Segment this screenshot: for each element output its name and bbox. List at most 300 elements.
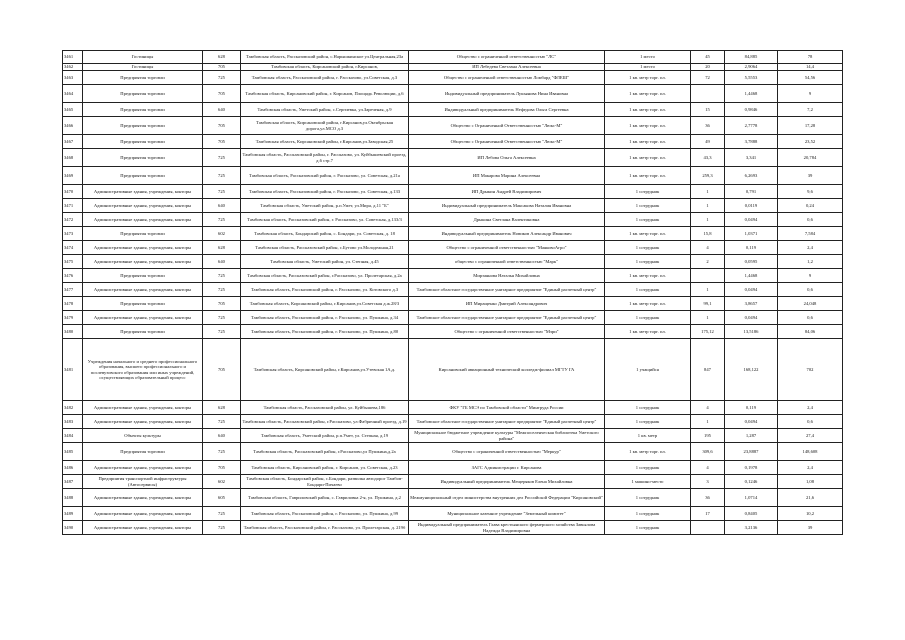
organization-cell: ЗАГС Администрации г. Кирсанова xyxy=(409,461,605,475)
object-type-cell: Предприятия торговли xyxy=(83,443,203,461)
row-number-cell: 3485 xyxy=(63,443,83,461)
value-2-cell: 0,6 xyxy=(778,415,843,429)
territory-code-cell: 725 xyxy=(203,71,241,85)
organization-cell: Общество с Ограниченной Ответственностью "Люкс-М" xyxy=(409,135,605,149)
unit-cell: 1 кв. метр торг. пл. xyxy=(605,269,691,283)
territory-code-cell: 705 xyxy=(203,461,241,475)
table-row xyxy=(63,149,843,167)
quantity-cell: 15 xyxy=(691,103,725,117)
unit-cell: 1 сотрудник xyxy=(605,241,691,255)
table-row xyxy=(63,227,843,241)
organization-cell: Индивидуальный предприниматель Мещеряков Елена Михайловна xyxy=(409,475,605,489)
table-row xyxy=(63,71,843,85)
quantity-cell: 36 xyxy=(691,117,725,135)
table-row xyxy=(63,185,843,199)
territory-code-cell: 640 xyxy=(203,199,241,213)
organization-cell: Общество с ограниченной ответственностью "Меркур" xyxy=(409,443,605,461)
address-cell: Тамбовская область, Гавриловский район, с. Гавриловка 2-я, ул. Пушкина, д.2 xyxy=(241,489,409,507)
organization-cell: Общество с ограниченной ответственностью "ЛС" xyxy=(409,51,605,64)
organization-cell: Муниципальное казенное учреждение "Земельный комитет" xyxy=(409,507,605,521)
row-number-cell: 3486 xyxy=(63,461,83,475)
territory-code-cell: 705 xyxy=(203,135,241,149)
value-1-cell: 23,8887 xyxy=(725,443,778,461)
value-2-cell: 54,56 xyxy=(778,71,843,85)
value-1-cell: 13,5186 xyxy=(725,325,778,339)
territory-code-cell: 705 xyxy=(203,64,241,71)
value-2-cell: 39 xyxy=(778,521,843,535)
row-number-cell: 3476 xyxy=(63,269,83,283)
value-2-cell: 23,52 xyxy=(778,135,843,149)
value-2-cell: 148,608 xyxy=(778,443,843,461)
document-sheet xyxy=(62,50,842,535)
value-2-cell: 0,24 xyxy=(778,199,843,213)
row-number-cell: 3477 xyxy=(63,283,83,297)
quantity-cell: 4 xyxy=(691,461,725,475)
table-row xyxy=(63,443,843,461)
value-1-cell: 0,0595 xyxy=(725,255,778,269)
address-cell: Тамбовская область, Кирсановский район, г.Кирсанов,ул.Утевская 1А,д. xyxy=(241,339,409,401)
organization-cell: Индивидуальный предприниматель Лукьянова Нина Ивановна xyxy=(409,85,605,103)
value-1-cell: 0,0494 xyxy=(725,283,778,297)
row-number-cell: 3463 xyxy=(63,71,83,85)
row-number-cell: 3467 xyxy=(63,135,83,149)
object-type-cell: Гостиницы xyxy=(83,51,203,64)
territory-code-cell: 705 xyxy=(203,339,241,401)
organization-cell: Тамбовское областное государственное унитарное предприятие "Единый расчетный центр" xyxy=(409,311,605,325)
unit-cell: 1 кв. метр торг. пл. xyxy=(605,149,691,167)
value-2-cell: 1,08 xyxy=(778,475,843,489)
row-number-cell: 3464 xyxy=(63,85,83,103)
address-cell: Тамбовская область, Уметский район, с.Сергиевка, ул.Зареченая, д.9 xyxy=(241,103,409,117)
table-row xyxy=(63,135,843,149)
territory-code-cell: 640 xyxy=(203,103,241,117)
value-1-cell: 0,119 xyxy=(725,401,778,415)
unit-cell: 1 машино-место xyxy=(605,475,691,489)
row-number-cell: 3484 xyxy=(63,429,83,443)
quantity-cell xyxy=(691,85,725,103)
row-number-cell: 3468 xyxy=(63,149,83,167)
value-1-cell: 0,119 xyxy=(725,241,778,255)
row-number-cell: 3473 xyxy=(63,227,83,241)
table-row xyxy=(63,297,843,311)
quantity-cell: 259,3 xyxy=(691,167,725,185)
organization-cell: Межмуниципальный отдел министерства внутренних дел Российской Федерации "Кирсановский" xyxy=(409,489,605,507)
unit-cell: 1 кв. метр торг. пл. xyxy=(605,135,691,149)
address-cell: Тамбовская область, Бондарский район, с. Бондари, ул. Советская, д. 18 xyxy=(241,227,409,241)
unit-cell: 1 сотрудник xyxy=(605,199,691,213)
row-number-cell: 3478 xyxy=(63,297,83,311)
table-row xyxy=(63,103,843,117)
territory-code-cell: 602 xyxy=(203,227,241,241)
table-row xyxy=(63,64,843,71)
organization-cell: Муниципальное бюджетное учреждение культуры "Межпоселенческая библиотека Уметского района" xyxy=(409,429,605,443)
territory-code-cell: 628 xyxy=(203,241,241,255)
value-1-cell: 3,7888 xyxy=(725,135,778,149)
quantity-cell: 1 xyxy=(691,185,725,199)
object-type-cell: Административные здания, учреждения, конторы xyxy=(83,255,203,269)
object-type-cell: Предприятия торговли xyxy=(83,71,203,85)
quantity-cell xyxy=(691,269,725,283)
unit-cell: 1 кв. метр торг. пл. xyxy=(605,325,691,339)
value-2-cell: 2,4 xyxy=(778,241,843,255)
row-number-cell: 3462 xyxy=(63,64,83,71)
table-row xyxy=(63,429,843,443)
value-1-cell: 0,1246 xyxy=(725,475,778,489)
value-1-cell: 1,287 xyxy=(725,429,778,443)
unit-cell: 1 место xyxy=(605,64,691,71)
object-type-cell: Предприятия торговли xyxy=(83,269,203,283)
value-1-cell: 3,2136 xyxy=(725,521,778,535)
organization-cell: Общество с ограниченной ответственностью Ломбард "ФЛЕШ" xyxy=(409,71,605,85)
quantity-cell: 72 xyxy=(691,71,725,85)
row-number-cell: 3471 xyxy=(63,199,83,213)
organization-cell: ИП Лебова Ольга Алексеевна xyxy=(409,149,605,167)
organization-cell: Общество с ограниченной ответственностью "Мэри" xyxy=(409,325,605,339)
address-cell: Тамбовская область, Рассказовский район, г. Рассказово, ул. Котовского д.3 xyxy=(241,283,409,297)
value-1-cell: 3,341 xyxy=(725,149,778,167)
unit-cell: 1 кв. метр торг. пл. xyxy=(605,103,691,117)
object-type-cell: Предприятия торговли xyxy=(83,85,203,103)
value-1-cell: 0,0119 xyxy=(725,199,778,213)
row-number-cell: 3480 xyxy=(63,325,83,339)
territory-code-cell: 605 xyxy=(203,489,241,507)
value-2-cell: 9,6 xyxy=(778,185,843,199)
organization-cell: общество с ограниченной ответственностью "Марк" xyxy=(409,255,605,269)
object-type-cell: Предприятия торговли xyxy=(83,149,203,167)
value-1-cell: 3,8657 xyxy=(725,297,778,311)
organization-cell: Общество с ограниченной ответственностью "МаяковоАгро" xyxy=(409,241,605,255)
table-row xyxy=(63,401,843,415)
quantity-cell: 15,8 xyxy=(691,227,725,241)
value-1-cell: 1,4468 xyxy=(725,269,778,283)
unit-cell: 1 сотрудник xyxy=(605,401,691,415)
quantity-cell: 36 xyxy=(691,489,725,507)
quantity-cell: 1 xyxy=(691,213,725,227)
row-number-cell: 3483 xyxy=(63,415,83,429)
object-type-cell: Административные здания, учреждения, конторы xyxy=(83,311,203,325)
table-row xyxy=(63,489,843,507)
territory-code-cell: 725 xyxy=(203,167,241,185)
value-2-cell: 7,584 xyxy=(778,227,843,241)
value-1-cell: 0,8405 xyxy=(725,507,778,521)
unit-cell: 1 кв. метр торг. пл. xyxy=(605,85,691,103)
object-type-cell: Предприятия торговли xyxy=(83,167,203,185)
quantity-cell: 20 xyxy=(691,64,725,71)
address-cell: Тамбовская область, Рассказовский район, г. Рассказово, ул. Пушкина, д.34 xyxy=(241,311,409,325)
table-row xyxy=(63,461,843,475)
territory-code-cell: 725 xyxy=(203,283,241,297)
value-2-cell: 0,6 xyxy=(778,213,843,227)
value-2-cell: 2,4 xyxy=(778,401,843,415)
value-2-cell: 0,6 xyxy=(778,311,843,325)
quantity-cell: 4 xyxy=(691,401,725,415)
quantity-cell: 45 xyxy=(691,51,725,64)
table-row xyxy=(63,283,843,297)
unit-cell: 1 сотрудник xyxy=(605,415,691,429)
object-type-cell: Предприятия торговли xyxy=(83,325,203,339)
unit-cell: 1 кв. метр торг. пл. xyxy=(605,297,691,311)
value-2-cell: 9 xyxy=(778,85,843,103)
value-2-cell: 9 xyxy=(778,269,843,283)
territory-code-cell: 602 xyxy=(203,475,241,489)
address-cell: Тамбовская область, Рассказовский район, с.Бутово ул.Молодежная,21 xyxy=(241,241,409,255)
territory-code-cell: 725 xyxy=(203,521,241,535)
object-type-cell: Административные здания, учреждения, конторы xyxy=(83,489,203,507)
unit-cell: 1 сотрудник xyxy=(605,507,691,521)
object-type-cell: Административные здания, учреждения, конторы xyxy=(83,213,203,227)
address-cell: Тамбовская область, Рассказовский район, г. Рассказово, ул. Пролетарская, д. 219б xyxy=(241,521,409,535)
organization-cell: Дрыкина Светлана Валентиновна xyxy=(409,213,605,227)
table-row xyxy=(63,339,843,401)
organization-cell: Индивидуальный предприниматель Нефедова Ольга Сергеевна xyxy=(409,103,605,117)
quantity-cell: 847 xyxy=(691,339,725,401)
quantity-cell xyxy=(691,521,725,535)
value-1-cell: 2,7778 xyxy=(725,117,778,135)
organization-cell: ИП Миращенко Дмитрий Александрович xyxy=(409,297,605,311)
object-type-cell: Предприятия торговли xyxy=(83,103,203,117)
unit-cell: 1 кв. метр торг. пл. xyxy=(605,443,691,461)
object-type-cell: Административные здания, учреждения, конторы xyxy=(83,241,203,255)
territory-code-cell: 628 xyxy=(203,401,241,415)
object-type-cell: Административные здания, учреждения, конторы xyxy=(83,415,203,429)
table-row xyxy=(63,85,843,103)
value-2-cell: 24,048 xyxy=(778,297,843,311)
territory-code-cell: 725 xyxy=(203,415,241,429)
value-1-cell: 0,0494 xyxy=(725,415,778,429)
address-cell: Тамбовская область, Уметский район, ул. Степная, д.45 xyxy=(241,255,409,269)
unit-cell: 1 сотрудник xyxy=(605,521,691,535)
value-1-cell: 1,0714 xyxy=(725,489,778,507)
object-type-cell: Предприятия торговли xyxy=(83,117,203,135)
quantity-cell: 17 xyxy=(691,507,725,521)
object-type-cell: Гостиницы xyxy=(83,64,203,71)
value-1-cell: 0,0494 xyxy=(725,311,778,325)
quantity-cell: 4 xyxy=(691,241,725,255)
address-cell: Тамбовская область, Кирсановский район, г. Кирсанов, Площадь Революции, д.6 xyxy=(241,85,409,103)
row-number-cell: 3461 xyxy=(63,51,83,64)
territory-code-cell: 725 xyxy=(203,269,241,283)
value-2-cell: 78 xyxy=(778,51,843,64)
address-cell: Тамбовская область, Рассказовский район, г. Рассказово, ул. Пушкина, д.99 xyxy=(241,507,409,521)
table-row xyxy=(63,415,843,429)
unit-cell: 1 кв. метр торг. пл. xyxy=(605,71,691,85)
value-2-cell: 10,2 xyxy=(778,507,843,521)
object-type-cell: Административные здания, учреждения, конторы xyxy=(83,283,203,297)
table-row xyxy=(63,213,843,227)
organization-cell: ИП Макарова Марина Алексеевна xyxy=(409,167,605,185)
table-row xyxy=(63,269,843,283)
value-2-cell: 2,4 xyxy=(778,461,843,475)
row-number-cell: 3475 xyxy=(63,255,83,269)
address-cell: Тамбовская область, Рассказовский район, с.Нарышкинское ул.Центральная,23а xyxy=(241,51,409,64)
value-1-cell: 1,4468 xyxy=(725,85,778,103)
table-row xyxy=(63,325,843,339)
address-cell: Тамбовская область, Рассказовский район, г. Рассказово, ул. Куйбышевский проезд, д.6 стр.7 xyxy=(241,149,409,167)
quantity-cell: 1 xyxy=(691,311,725,325)
object-type-cell: Административные здания, учреждения, конторы xyxy=(83,461,203,475)
value-1-cell: 2,9064 xyxy=(725,64,778,71)
territory-code-cell: 705 xyxy=(203,297,241,311)
unit-cell: 1 сотрудник xyxy=(605,311,691,325)
object-type-cell: Административные здания, учреждения, конторы xyxy=(83,507,203,521)
value-2-cell: 0,6 xyxy=(778,283,843,297)
organization-cell: Индивидуальный предприниматель Максакова Наталия Ивановна xyxy=(409,199,605,213)
table-row xyxy=(63,199,843,213)
value-2-cell: 39 xyxy=(778,167,843,185)
value-1-cell: 1,0371 xyxy=(725,227,778,241)
row-number-cell: 3481 xyxy=(63,339,83,401)
unit-cell: 1 сотрудник xyxy=(605,255,691,269)
address-cell: Тамбовская область, Рассказовский район, г.Рассказово,ул Пушкина,д.2а xyxy=(241,443,409,461)
address-cell: Тамбовская область, Кирсановский район, г.Кирсанов, xyxy=(241,64,409,71)
value-1-cell: 6,2693 xyxy=(725,167,778,185)
row-number-cell: 3482 xyxy=(63,401,83,415)
territory-code-cell: 725 xyxy=(203,149,241,167)
object-type-cell: Предприятия торговли xyxy=(83,297,203,311)
address-cell: Тамбовская область, Рассказовский район, ул. Куйбышева,186 xyxy=(241,401,409,415)
territory-code-cell: 640 xyxy=(203,255,241,269)
organization-cell: ФКУ "ГБ МСЭ по Тамбовской области" Минтруда России xyxy=(409,401,605,415)
row-number-cell: 3470 xyxy=(63,185,83,199)
row-number-cell: 3479 xyxy=(63,311,83,325)
organization-cell: Индивидуальный предприниматель Глава крестьянского фермерского хозяйства Завьялова Надежда Владимировна xyxy=(409,521,605,535)
table-body xyxy=(63,51,843,535)
table-row xyxy=(63,475,843,489)
territory-code-cell: 725 xyxy=(203,185,241,199)
value-2-cell: 17,28 xyxy=(778,117,843,135)
row-number-cell: 3472 xyxy=(63,213,83,227)
object-type-cell: Предприятия торговли xyxy=(83,135,203,149)
address-cell: Тамбовская область, Уметский район, р.п.Умет, ул. Степная, д.19 xyxy=(241,429,409,443)
quantity-cell: 3 xyxy=(691,475,725,489)
value-2-cell: 84,06 xyxy=(778,325,843,339)
row-number-cell: 3466 xyxy=(63,117,83,135)
address-cell: Тамбовская область, Кирсановский район, г.Кирсанов,ул.Октябрьская дорога,ул.МСО д.3 xyxy=(241,117,409,135)
value-2-cell: 14,4 xyxy=(778,64,843,71)
territory-code-cell: 725 xyxy=(203,213,241,227)
unit-cell: 1 кв. метр xyxy=(605,429,691,443)
unit-cell: 1 сотрудник xyxy=(605,213,691,227)
quantity-cell: 1 xyxy=(691,199,725,213)
quantity-cell: 99,1 xyxy=(691,297,725,311)
table-row xyxy=(63,167,843,185)
value-1-cell: 5,5553 xyxy=(725,71,778,85)
address-cell: Тамбовская область, Рассказовский район, г. Рассказово, ул. Советская, д.21а xyxy=(241,167,409,185)
organization-cell: Индивидуальный предприниматель Новиков Александр Иванович xyxy=(409,227,605,241)
address-cell: Тамбовская область, Кирсановский район, г.Кирсанов,ул.Заводская,25 xyxy=(241,135,409,149)
quantity-cell: 175,12 xyxy=(691,325,725,339)
address-cell: Тамбовская область, Рассказовский район, г.Рассказово, ул. Пролетарская, д.2а xyxy=(241,269,409,283)
row-number-cell: 3487 xyxy=(63,475,83,489)
row-number-cell: 3488 xyxy=(63,489,83,507)
object-type-cell: Административные здания, учреждения, конторы xyxy=(83,401,203,415)
object-type-cell: Предприятия транспортной инфраструктуры (Автосервисы) xyxy=(83,475,203,489)
organization-cell: Кирсановский авиационный технический колледж-филиал МГТУ ГА xyxy=(409,339,605,401)
table-row xyxy=(63,241,843,255)
organization-cell: Мирзаянова Наталья Михайловна xyxy=(409,269,605,283)
table-row xyxy=(63,117,843,135)
territory-code-cell: 725 xyxy=(203,325,241,339)
territory-code-cell: 725 xyxy=(203,311,241,325)
object-type-cell: Объекты культуры xyxy=(83,429,203,443)
unit-cell: 1 место xyxy=(605,51,691,64)
unit-cell: 1 сотрудник xyxy=(605,489,691,507)
value-2-cell: 21,6 xyxy=(778,489,843,507)
table-row xyxy=(63,521,843,535)
territory-code-cell: 725 xyxy=(203,507,241,521)
value-2-cell: 27,4 xyxy=(778,429,843,443)
table-row xyxy=(63,51,843,64)
value-2-cell: 702 xyxy=(778,339,843,401)
unit-cell: 1 кв. метр торг. пл. xyxy=(605,117,691,135)
value-1-cell: 0,791 xyxy=(725,185,778,199)
unit-cell: 1 кв. метр торг. пл. xyxy=(605,227,691,241)
quantity-cell: 43,3 xyxy=(691,149,725,167)
value-1-cell: 0,1978 xyxy=(725,461,778,475)
territory-code-cell: 640 xyxy=(203,429,241,443)
row-number-cell: 3474 xyxy=(63,241,83,255)
territory-code-cell: 628 xyxy=(203,51,241,64)
unit-cell: 1 сотрудник xyxy=(605,283,691,297)
quantity-cell: 49 xyxy=(691,135,725,149)
table-row xyxy=(63,311,843,325)
object-type-cell: Учреждения начального и среднего профессионального образования, высшего профессионального и послевузовского образования или иных учреждений, осуществляющих образовательный процесс xyxy=(83,339,203,401)
quantity-cell: 309,6 xyxy=(691,443,725,461)
territory-code-cell: 725 xyxy=(203,443,241,461)
value-2-cell: 1,2 xyxy=(778,255,843,269)
quantity-cell: 195 xyxy=(691,429,725,443)
value-1-cell: 84,885 xyxy=(725,51,778,64)
object-type-cell: Административные здания, учреждения, конторы xyxy=(83,185,203,199)
address-cell: Тамбовская область, Рассказовский район, г. Рассказово, ул.Советская, д.3 xyxy=(241,71,409,85)
address-cell: Тамбовская область, Кирсановский район, г.Кирсанов,ул.Советская д.ж.28/3 xyxy=(241,297,409,311)
value-1-cell: 0,0494 xyxy=(725,213,778,227)
table-row xyxy=(63,255,843,269)
organization-cell: Тамбовское областное государственное унитарное предприятие "Единый расчетный центр" xyxy=(409,283,605,297)
quantity-cell: 1 xyxy=(691,415,725,429)
quantity-cell: 1 xyxy=(691,283,725,297)
table-row xyxy=(63,507,843,521)
unit-cell: 1 учащийся xyxy=(605,339,691,401)
organization-cell: ИП Лебедева Светлана Алексеевна xyxy=(409,64,605,71)
organization-cell: Общество с Ограниченной Ответственностью "Люкс-М" xyxy=(409,117,605,135)
address-cell: Тамбовская область, Рассказовский район, г. Рассказово, ул. Советская, д.133/3 xyxy=(241,213,409,227)
registry-table xyxy=(62,50,843,535)
value-2-cell: 7,2 xyxy=(778,103,843,117)
object-type-cell: Административные здания, учреждения, конторы xyxy=(83,521,203,535)
unit-cell: 1 сотрудник xyxy=(605,185,691,199)
territory-code-cell: 705 xyxy=(203,117,241,135)
row-number-cell: 3465 xyxy=(63,103,83,117)
row-number-cell: 3490 xyxy=(63,521,83,535)
row-number-cell: 3489 xyxy=(63,507,83,521)
quantity-cell: 2 xyxy=(691,255,725,269)
unit-cell: 1 кв. метр торг. пл. xyxy=(605,167,691,185)
territory-code-cell: 705 xyxy=(203,85,241,103)
organization-cell: Тамбовское областное государственное унитарное предприятие "Единый расчетный центр" xyxy=(409,415,605,429)
value-1-cell: 168,122 xyxy=(725,339,778,401)
address-cell: Тамбовская область, Рассказовский район, г.Рассказово, ул.Фабричный проезд, д.19 xyxy=(241,415,409,429)
row-number-cell: 3469 xyxy=(63,167,83,185)
object-type-cell: Административные здания, учреждения, конторы xyxy=(83,199,203,213)
address-cell: Тамбовская область, Бондарский район, с.Бондари, развилка автодорог Тамбов-Бондари-Пичаево xyxy=(241,475,409,489)
address-cell: Тамбовская область, Рассказовский район, г. Рассказово, ул. Пушкина, д.80 xyxy=(241,325,409,339)
address-cell: Тамбовская область, Уметский район, р.п.Умет, ул.Мира, д.11 "Б" xyxy=(241,199,409,213)
organization-cell: ИП Дрыкин Андрей Владимирович xyxy=(409,185,605,199)
value-2-cell: 20,784 xyxy=(778,149,843,167)
address-cell: Тамбовская область, Рассказовский район, г. Рассказово, ул. Советская, д.133 xyxy=(241,185,409,199)
unit-cell: 1 сотрудник xyxy=(605,461,691,475)
